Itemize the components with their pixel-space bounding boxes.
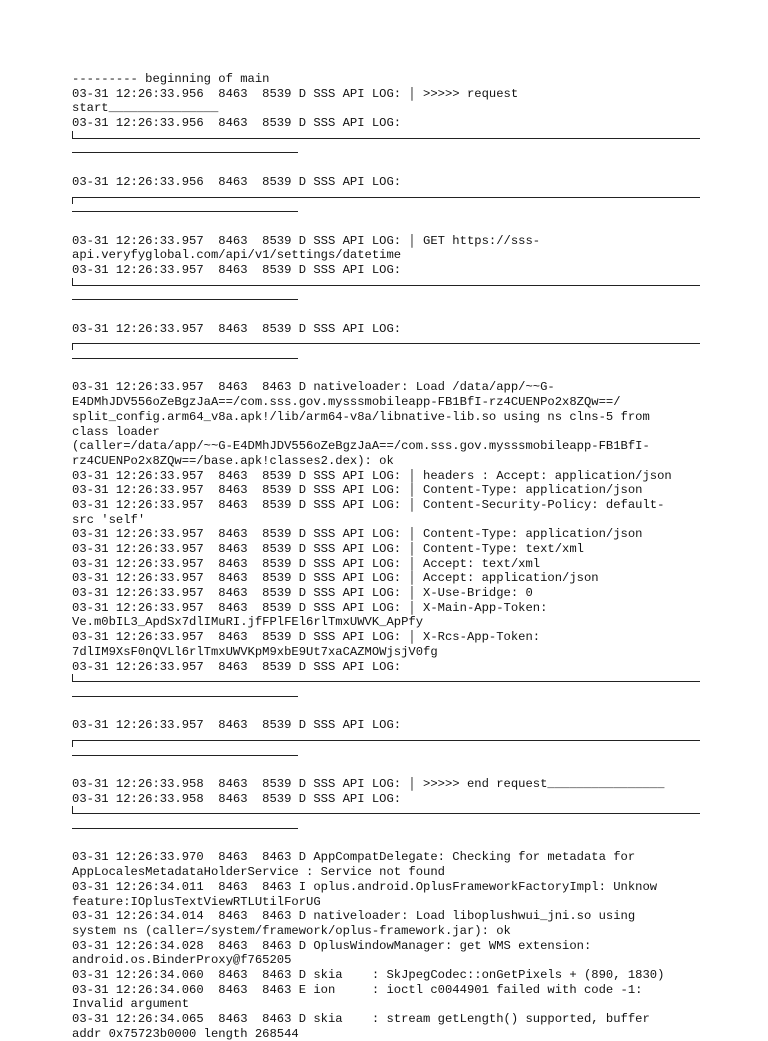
box-bottom-rule	[72, 278, 700, 293]
box-rule-continuation	[72, 292, 298, 307]
log-line: 03-31 12:26:33.957 8463 8539 D SSS API LOG: │ X-Rcs-App-Token:	[72, 630, 541, 645]
spacer	[72, 307, 700, 322]
spacer	[72, 836, 700, 851]
log-line: Invalid argument	[72, 997, 190, 1012]
log-line: feature:IOplusTextViewRTLUtilForUG	[72, 894, 321, 909]
log-line: 03-31 12:26:33.957 8463 8539 D SSS API LOG: │ headers : Accept: application/json	[72, 468, 672, 483]
log-line: addr 0x75723b0000 length 268544	[72, 1026, 299, 1041]
box-corner-bottom-left	[72, 131, 78, 138]
box-rule-continuation	[72, 204, 298, 219]
box-rule-continuation	[72, 351, 298, 366]
log-line: api.veryfyglobal.com/api/v1/settings/datetime	[72, 248, 402, 263]
log-line: 03-31 12:26:34.065 8463 8463 D skia : stream getLength() supported, buffer	[72, 1012, 650, 1026]
log-line: --------- beginning of main	[72, 72, 270, 86]
box-bottom-rule	[72, 806, 700, 821]
log-line: 03-31 12:26:33.957 8463 8539 D SSS API LOG: │ X-Use-Bridge: 0	[72, 586, 533, 601]
log-line: 03-31 12:26:33.957 8463 8539 D SSS API LOG: │ Accept: text/xml	[72, 556, 541, 571]
log-line: 03-31 12:26:34.011 8463 8463 I oplus.android.OplusFrameworkFactoryImpl: Unknow	[72, 879, 658, 894]
box-rule-continuation	[72, 748, 298, 763]
box-corner-bottom-left	[72, 674, 78, 681]
log-line: 03-31 12:26:33.957 8463 8539 D SSS API LOG: │ Content-Security-Policy: default-	[72, 497, 665, 512]
log-line: src 'self'	[72, 512, 146, 527]
log-line: (caller=/data/app/~~G-E4DMhJDV556oZeBgzJaA==/com.sss.gov.mysssmobileapp-FB1BfI-	[72, 439, 650, 454]
log-line: AppLocalesMetadataHolderService : Service not found	[72, 865, 445, 880]
box-corner-top-left	[72, 197, 78, 204]
log-line: 03-31 12:26:33.958 8463 8539 D SSS API LOG: │ >>>>> end request________________	[72, 777, 665, 791]
spacer	[72, 160, 700, 175]
log-line: 03-31 12:26:33.956 8463 8539 D SSS API LOG:	[72, 116, 402, 131]
box-corner-bottom-left	[72, 278, 78, 285]
spacer	[72, 762, 700, 777]
log-line: Ve.m0bIL3_ApdSx7dlIMuRI.jfFPlFEl6rlTmxUWVK_ApPfy	[72, 615, 424, 630]
spacer	[72, 366, 700, 381]
log-line: 03-31 12:26:33.957 8463 8539 D SSS API LOG: │ Content-Type: application/json	[72, 483, 643, 498]
spacer	[72, 704, 700, 719]
log-line: 03-31 12:26:33.957 8463 8539 D SSS API LOG: │ X-Main-App-Token:	[72, 600, 548, 615]
box-rule-continuation	[72, 821, 298, 836]
log-line: 03-31 12:26:33.957 8463 8539 D SSS API LOG:	[72, 718, 402, 733]
box-top-rule	[72, 733, 700, 748]
log-line: 03-31 12:26:33.957 8463 8539 D SSS API LOG: │ Content-Type: application/json	[72, 527, 643, 542]
log-line: 03-31 12:26:33.956 8463 8539 D SSS API LOG: │ >>>>> request	[72, 86, 519, 101]
box-rule-continuation	[72, 689, 298, 704]
spacer	[72, 219, 700, 234]
log-line: 03-31 12:26:33.957 8463 8539 D SSS API LOG: │ Accept: application/json	[72, 571, 599, 586]
log-line: 03-31 12:26:33.956 8463 8539 D SSS API LOG:	[72, 174, 402, 189]
log-line: 03-31 12:26:33.957 8463 8463 D nativeloader: Load /data/app/~~G-	[72, 380, 555, 395]
log-line: 03-31 12:26:33.958 8463 8539 D SSS API LOG:	[72, 791, 402, 806]
log-line: E4DMhJDV556oZeBgzJaA==/com.sss.gov.mysssmobileapp-FB1BfI-rz4CUENPo2x8ZQw==/	[72, 395, 621, 410]
log-line: 03-31 12:26:33.957 8463 8539 D SSS API LOG:	[72, 262, 402, 277]
box-bottom-rule	[72, 674, 700, 689]
log-line: 03-31 12:26:34.060 8463 8463 D skia : SkJpegCodec::onGetPixels + (890, 1830)	[72, 967, 665, 982]
box-top-rule	[72, 190, 700, 205]
box-rule-continuation	[72, 145, 298, 160]
box-corner-bottom-left	[72, 806, 78, 813]
box-bottom-rule	[72, 131, 700, 146]
log-line: 03-31 12:26:34.060 8463 8463 E ion : ioctl c0044901 failed with code -1:	[72, 982, 643, 997]
log-line: 03-31 12:26:33.957 8463 8539 D SSS API LOG:	[72, 321, 402, 336]
log-line: rz4CUENPo2x8ZQw==/base.apk!classes2.dex): ok	[72, 453, 394, 468]
box-top-rule	[72, 336, 700, 351]
log-line: android.os.BinderProxy@f765205	[72, 953, 292, 968]
log-line: class loader	[72, 424, 160, 439]
log-line: system ns (caller=/system/framework/oplus-framework.jar): ok	[72, 923, 511, 938]
box-corner-top-left	[72, 740, 78, 747]
box-corner-top-left	[72, 343, 78, 350]
log-document	[72, 72, 700, 1041]
log-line: 7dlIM9XsF0nQVLl6rlTmxUWVKpM9xbE9Ut7xaCAZMOWjsjV0fg	[72, 644, 438, 659]
log-line: 03-31 12:26:34.014 8463 8463 D nativeloader: Load liboplushwui_jni.so using	[72, 909, 636, 924]
log-line: start_______________	[72, 101, 219, 116]
log-line: 03-31 12:26:33.957 8463 8539 D SSS API LOG: │ GET https://sss-	[72, 233, 541, 248]
log-line: split_config.arm64_v8a.apk!/lib/arm64-v8a/libnative-lib.so using ns clns-5 from	[72, 409, 650, 424]
log-line: 03-31 12:26:34.028 8463 8463 D OplusWindowManager: get WMS extension:	[72, 938, 592, 953]
log-line: 03-31 12:26:33.957 8463 8539 D SSS API LOG: │ Content-Type: text/xml	[72, 542, 584, 556]
log-line: 03-31 12:26:33.970 8463 8463 D AppCompatDelegate: Checking for metadata for	[72, 850, 636, 865]
log-line: 03-31 12:26:33.957 8463 8539 D SSS API LOG:	[72, 659, 402, 674]
